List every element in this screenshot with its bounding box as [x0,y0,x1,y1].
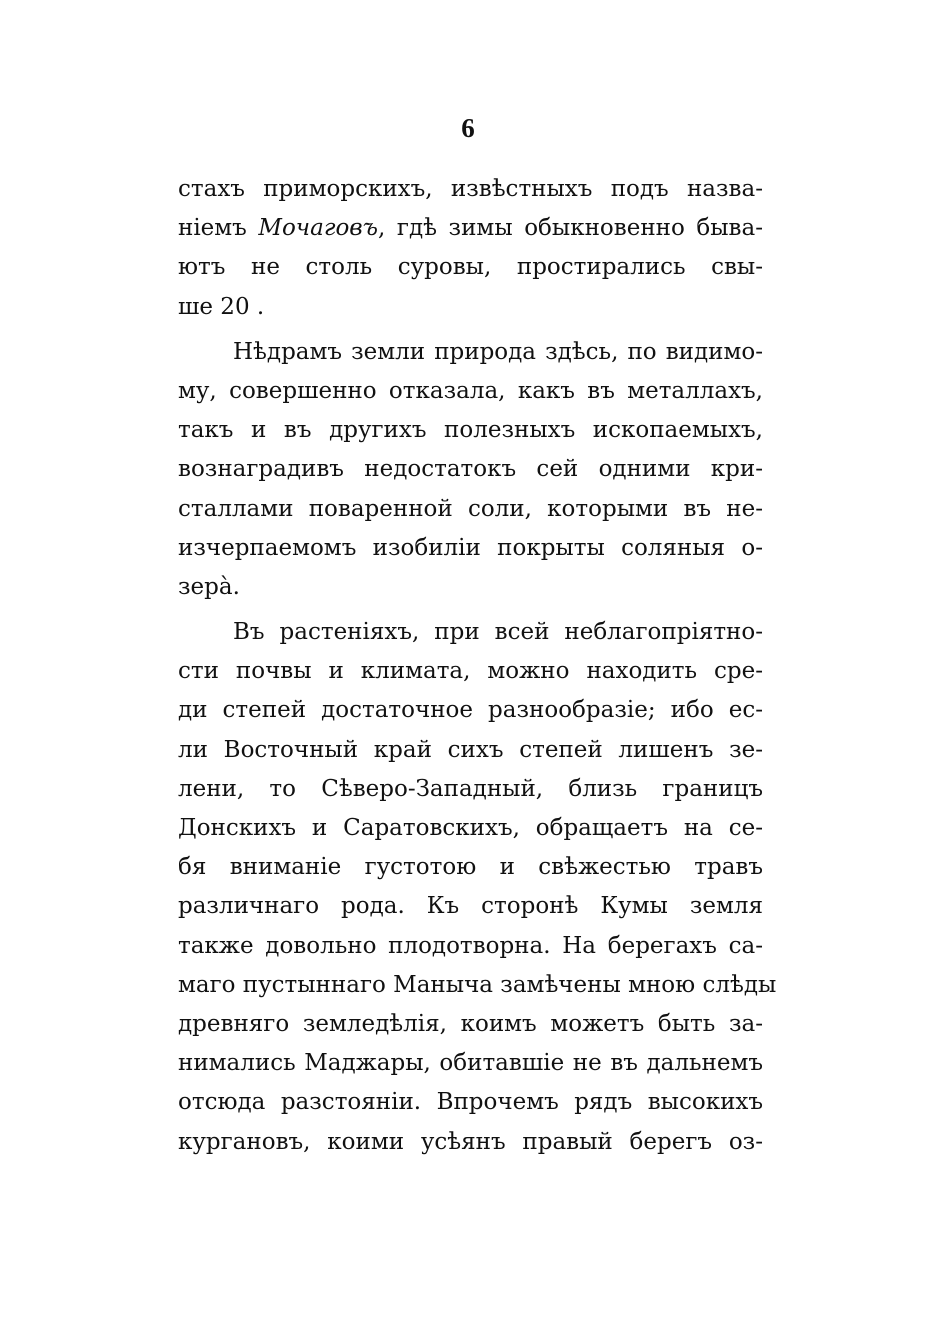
text-line: ютъ не столь суровы, простирались свы- [178,254,763,281]
text-line: нимались Маджары, обитавшіе не въ дальнемъ [178,1050,763,1077]
text-line: также довольно плодотворна. На берегахъ са- [178,932,763,959]
text-line: зерà. [178,573,240,600]
text-line: стахъ приморскихъ, извѣстныхъ подъ назва- [178,176,763,202]
body-text [178,170,777,1162]
text-line: ше 20 . [178,293,265,320]
text-fragment: ніемъ [178,215,247,242]
text-line: ди степей достаточное разнообразіе; ибо ес- [178,697,763,724]
text-line: древняго земледѣлія, коимъ можетъ быть за- [178,1010,763,1037]
text-line: вознаградивъ недостатокъ сей одними кри- [178,456,763,483]
text-fragment: , гдѣ зимы обыкновенно быва- [378,215,763,242]
text-line [178,209,763,248]
text-line: сти почвы и климата, можно находить сре- [178,658,763,685]
text-line: Въ растеніяхъ, при всей неблагопріятно- [233,619,763,646]
text-line: такъ и въ другихъ полезныхъ ископаемыхъ, [178,417,763,444]
text-line: лени, то Сѣверо-Западный, близь границъ [178,775,763,802]
text-line: различнаго рода. Къ сторонѣ Кумы земля [178,893,763,920]
page-number: 6 [461,113,475,143]
text-line: кургановъ, коими усѣянъ правый берегъ оз- [178,1128,763,1155]
text-line: му, совершенно отказала, какъ въ металлахъ, [178,377,763,404]
text-line: маго пустыннаго Маныча замѣчены мною слѣды [178,971,777,998]
text-line: Донскихъ и Саратовскихъ, обращаетъ на се- [178,815,763,841]
text-line: отсюда разстояніи. Впрочемъ рядъ высокихъ [178,1089,763,1116]
text-line: бя вниманіе густотою и свѣжестью травъ [178,854,763,881]
text-line: изчерпаемомъ изобиліи покрыты соляныя о- [178,534,763,561]
text-line: Нѣдрамъ земли природа здѣсь, по видимо- [233,338,763,365]
italic-term: Мочаговъ [258,215,379,242]
text-line: ли Восточный край сихъ степей лишенъ зе- [178,736,763,763]
text-line: сталлами поваренной соли, которыми въ не- [178,495,763,522]
